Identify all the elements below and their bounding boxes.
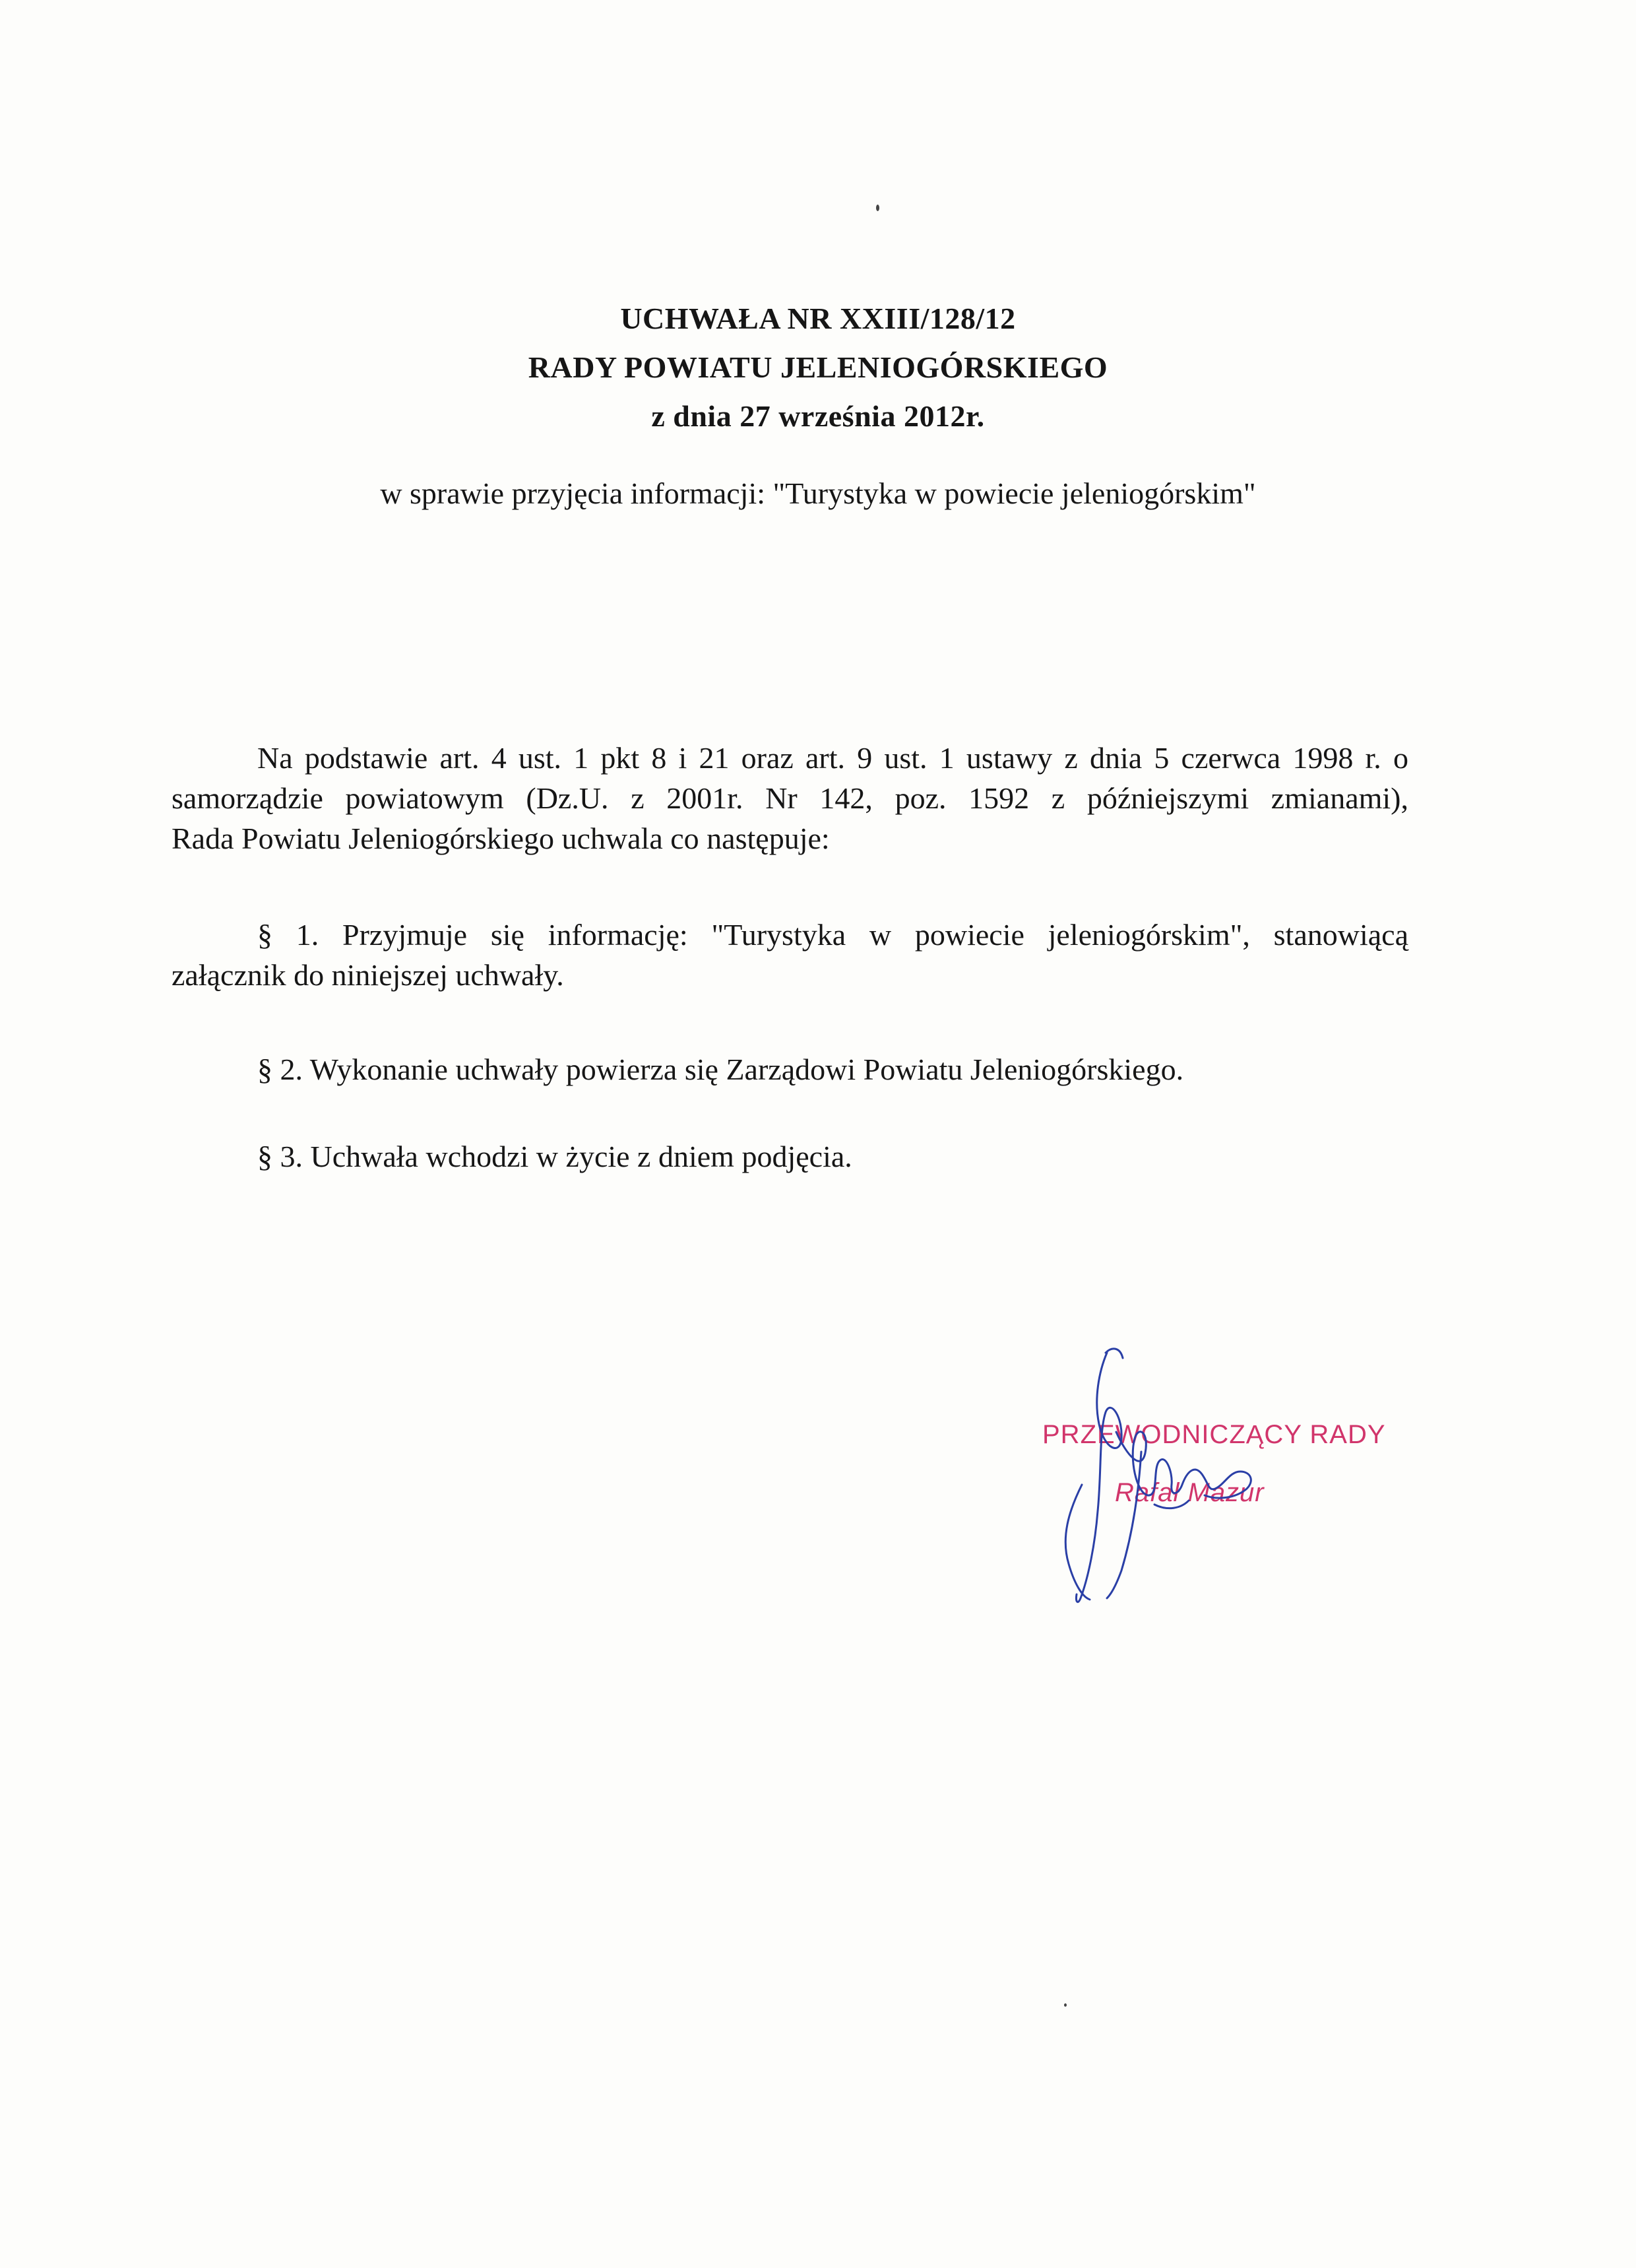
preamble [172,738,1408,859]
section-1-line: załącznik do niniejszej uchwały. [172,958,564,992]
resolution-header [0,294,1636,441]
stamp-name: Rafał Mazur [1115,1478,1265,1507]
section-2: § 2. Wykonanie uchwały powierza się Zarządowi Powiatu Jeleniogórskiego. [257,1053,1184,1086]
section-1-line: § 1. Przyjmuje się informację: "Turystyka w powiecie jeleniogórskim", stanowiącą [257,918,1408,952]
section-3: § 3. Uchwała wchodzi w życie z dniem podjęcia. [257,1140,852,1173]
handwritten-signature-icon [1042,1340,1319,1617]
resolution-subject: w sprawie przyjęcia informacji: "Turystyka w powiecie jeleniogórskim" [380,476,1256,510]
resolution-date: z dnia 27 września 2012r. [651,399,985,433]
issuing-body: RADY POWIATU JELENIOGÓRSKIEGO [528,350,1108,384]
resolution-number: UCHWAŁA NR XXIII/128/12 [620,302,1016,335]
preamble-line: Rada Powiatu Jeleniogórskiego uchwala co następuje: [172,822,830,855]
preamble-line: Na podstawie art. 4 ust. 1 pkt 8 i 21 oraz art. 9 ust. 1 ustawy z dnia 5 czerwca 1998 r. o [257,741,1408,775]
stamp-title: PRZEWODNICZĄCY RADY [1042,1420,1386,1449]
section-1 [172,915,1408,995]
scan-speck [1064,2003,1067,2007]
scan-speck [876,205,879,211]
preamble-line: samorządzie powiatowym (Dz.U. z 2001r. Nr 142, poz. 1592 z późniejszymi zmianami), [172,781,1408,815]
